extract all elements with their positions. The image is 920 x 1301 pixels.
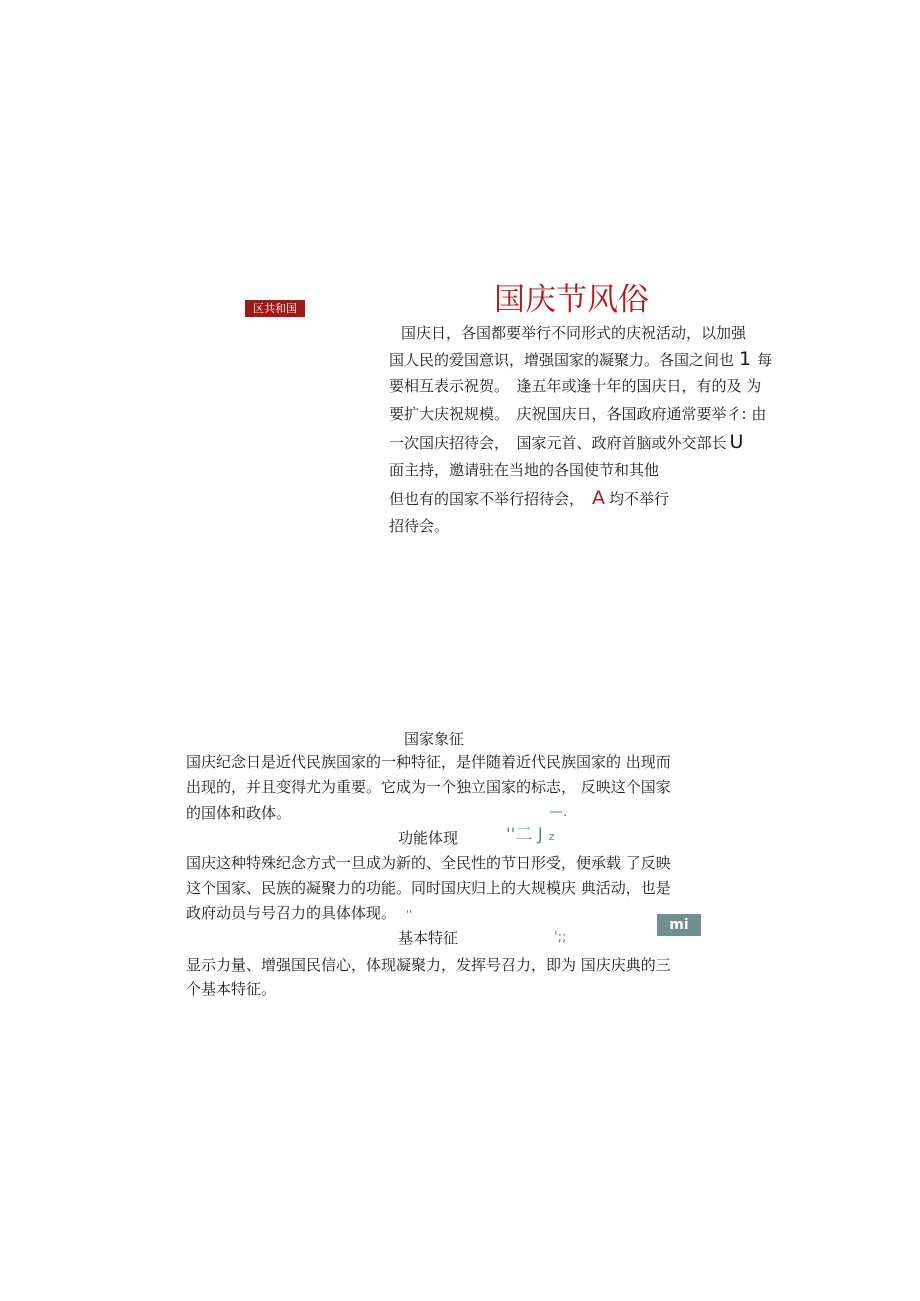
section-heading: 功能体现 — [398, 829, 459, 847]
section-line-1: 国庆纪念日是近代民族国家的一种特征，是伴随着近代民族国家的 出现而 — [186, 753, 671, 771]
ocr-mark: —. — [549, 804, 568, 820]
section-heading: 国家象征 — [404, 730, 465, 748]
intro-ocr-mark: A — [592, 487, 606, 509]
intro-ocr-mark: U — [729, 431, 744, 453]
intro-line-6: 面主持，邀请驻在当地的各国使节和其他 — [389, 461, 660, 479]
intro-line-2-text: 国人民的爱国意识，增强国家的凝聚力。各国之间也 — [389, 351, 735, 369]
intro-line-1: 国庆日，各国都要举行不同形式的庆祝活动，以加强 — [401, 324, 747, 342]
section-line-1: 国庆这种特殊纪念方式一旦成为新的、全民性的节日形受，便承载 了反映 — [186, 854, 671, 872]
intro-line-2 — [389, 349, 772, 370]
intro-line-5-text: 一次国庆招待会， 国家元首、政府首脑或外交部长 — [389, 434, 727, 452]
intro-line-7 — [389, 488, 669, 509]
section-heading: 基本特征 — [398, 929, 459, 947]
ocr-mark: ';; — [554, 930, 567, 945]
header-badge: 区共和国 — [245, 300, 305, 317]
page-title: 国庆节风俗 — [494, 282, 649, 318]
section-line-2: 个基本特征。 — [186, 980, 277, 998]
ocr-mark: ''二 J z — [506, 825, 555, 845]
intro-line-7-text: 但也有的国家不举行招待会， — [389, 490, 585, 508]
intro-line-2-end: 每 — [757, 351, 773, 369]
intro-line-5 — [389, 432, 743, 453]
intro-line-3: 要相互表示祝贺。 逢五年或逢十年的国庆日，有的及 为 — [389, 377, 762, 395]
section-line-2: 出现的，并且变得尤为重要。它成为一个独立国家的标志， 反映这个国家 — [186, 778, 671, 796]
intro-line-7-end: 均不举行 — [609, 490, 670, 508]
intro-line-8: 招待会。 — [389, 517, 450, 535]
intro-line-4: 要扩大庆祝规模。 庆祝国庆日，各国政府通常要举彳: 由 — [389, 405, 767, 423]
section-line-3: 的国体和政体。 — [186, 804, 292, 822]
ocr-box-mark: mi — [657, 914, 701, 936]
ocr-mark: '' — [406, 908, 413, 921]
section-line-2: 这个国家、民族的凝聚力的功能。同时国庆归上的大规模庆 典活动，也是 — [186, 879, 671, 897]
intro-ocr-mark: 1 — [739, 348, 752, 370]
section-line-3: 政府动员与号召力的具体体现。 '' — [186, 904, 413, 922]
section-line-1: 显示力量、增强国民信心，体现凝聚力，发挥号召力，即为 国庆庆典的三 — [186, 956, 671, 974]
